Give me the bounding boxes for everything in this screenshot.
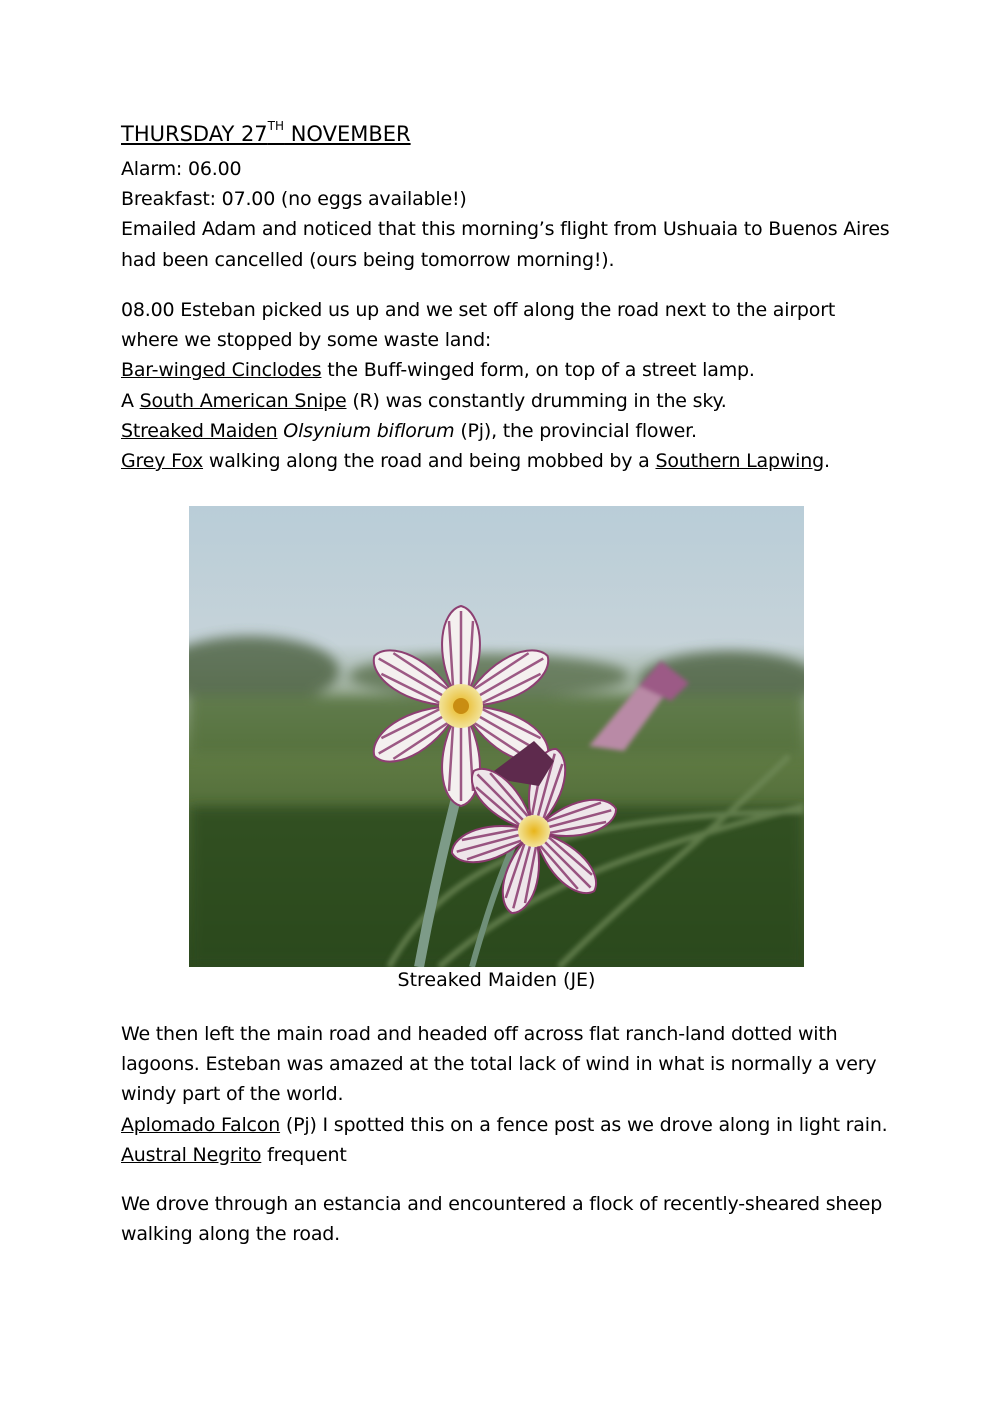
closing-line-1: We drove through an estancia and encountered a flock of recently-sheared sheep: [121, 1193, 883, 1215]
morning-line-1: 08.00 Esteban picked us up and we set off along the road next to the airport: [121, 299, 836, 321]
species-name: Streaked Maiden: [121, 419, 278, 442]
latin-name: Olsynium biflorum: [277, 419, 455, 442]
species-name: Grey Fox: [121, 450, 204, 473]
afternoon-line-2: lagoons. Esteban was amazed at the total lack of wind in what is normally a very: [121, 1053, 877, 1076]
afternoon-line-3: windy part of the world.: [121, 1083, 344, 1106]
morning-paragraph: [121, 295, 881, 476]
sighting-snipe: A South American Snipe (R) was constantly drumming in the sky.: [121, 389, 727, 412]
sighting-austral-negrito: Austral Negrito frequent: [121, 1143, 347, 1166]
morning-line-2: where we stopped by some waste land:: [121, 329, 492, 352]
breakfast-line: Breakfast: 07.00 (no eggs available!): [121, 188, 467, 211]
sighting-aplomado-falcon: Aplomado Falcon (Pj) I spotted this on a fence post as we drove along in light rain.: [121, 1113, 888, 1136]
alarm-line: Alarm: 06.00: [121, 158, 242, 180]
species-name: Southern Lapwing: [655, 450, 824, 473]
species-name: Austral Negrito: [121, 1143, 262, 1166]
closing-paragraph: [121, 1189, 881, 1249]
email-line-2: had been cancelled (ours being tomorrow morning!).: [121, 248, 615, 271]
species-name: Bar-winged Cinclodes: [121, 359, 322, 382]
sighting-grey-fox: Grey Fox walking along the road and being mobbed by a Southern Lapwing.: [121, 450, 830, 473]
sighting-cinclodes: Bar-winged Cinclodes the Buff-winged form, on top of a street lamp.: [121, 359, 755, 382]
sighting-streaked-maiden: Streaked Maiden Olsynium biflorum (Pj), the provincial flower.: [121, 419, 697, 442]
page-title: THURSDAY 27TH NOVEMBER: [121, 119, 411, 146]
email-line-1: Emailed Adam and noticed that this morning’s flight from Ushuaia to Buenos Aires: [121, 218, 890, 241]
species-name: South American Snipe: [139, 389, 347, 412]
photo-caption: Streaked Maiden (JE): [397, 969, 596, 991]
flower-photo: [189, 506, 804, 967]
closing-line-2: walking along the road.: [121, 1223, 340, 1246]
intro-paragraph: [121, 154, 890, 275]
title-ordinal: TH: [267, 119, 285, 133]
afternoon-line-1: We then left the main road and headed off across flat ranch-land dotted with: [121, 1023, 838, 1045]
afternoon-paragraph: [121, 1019, 888, 1170]
species-name: Aplomado Falcon: [121, 1113, 281, 1136]
